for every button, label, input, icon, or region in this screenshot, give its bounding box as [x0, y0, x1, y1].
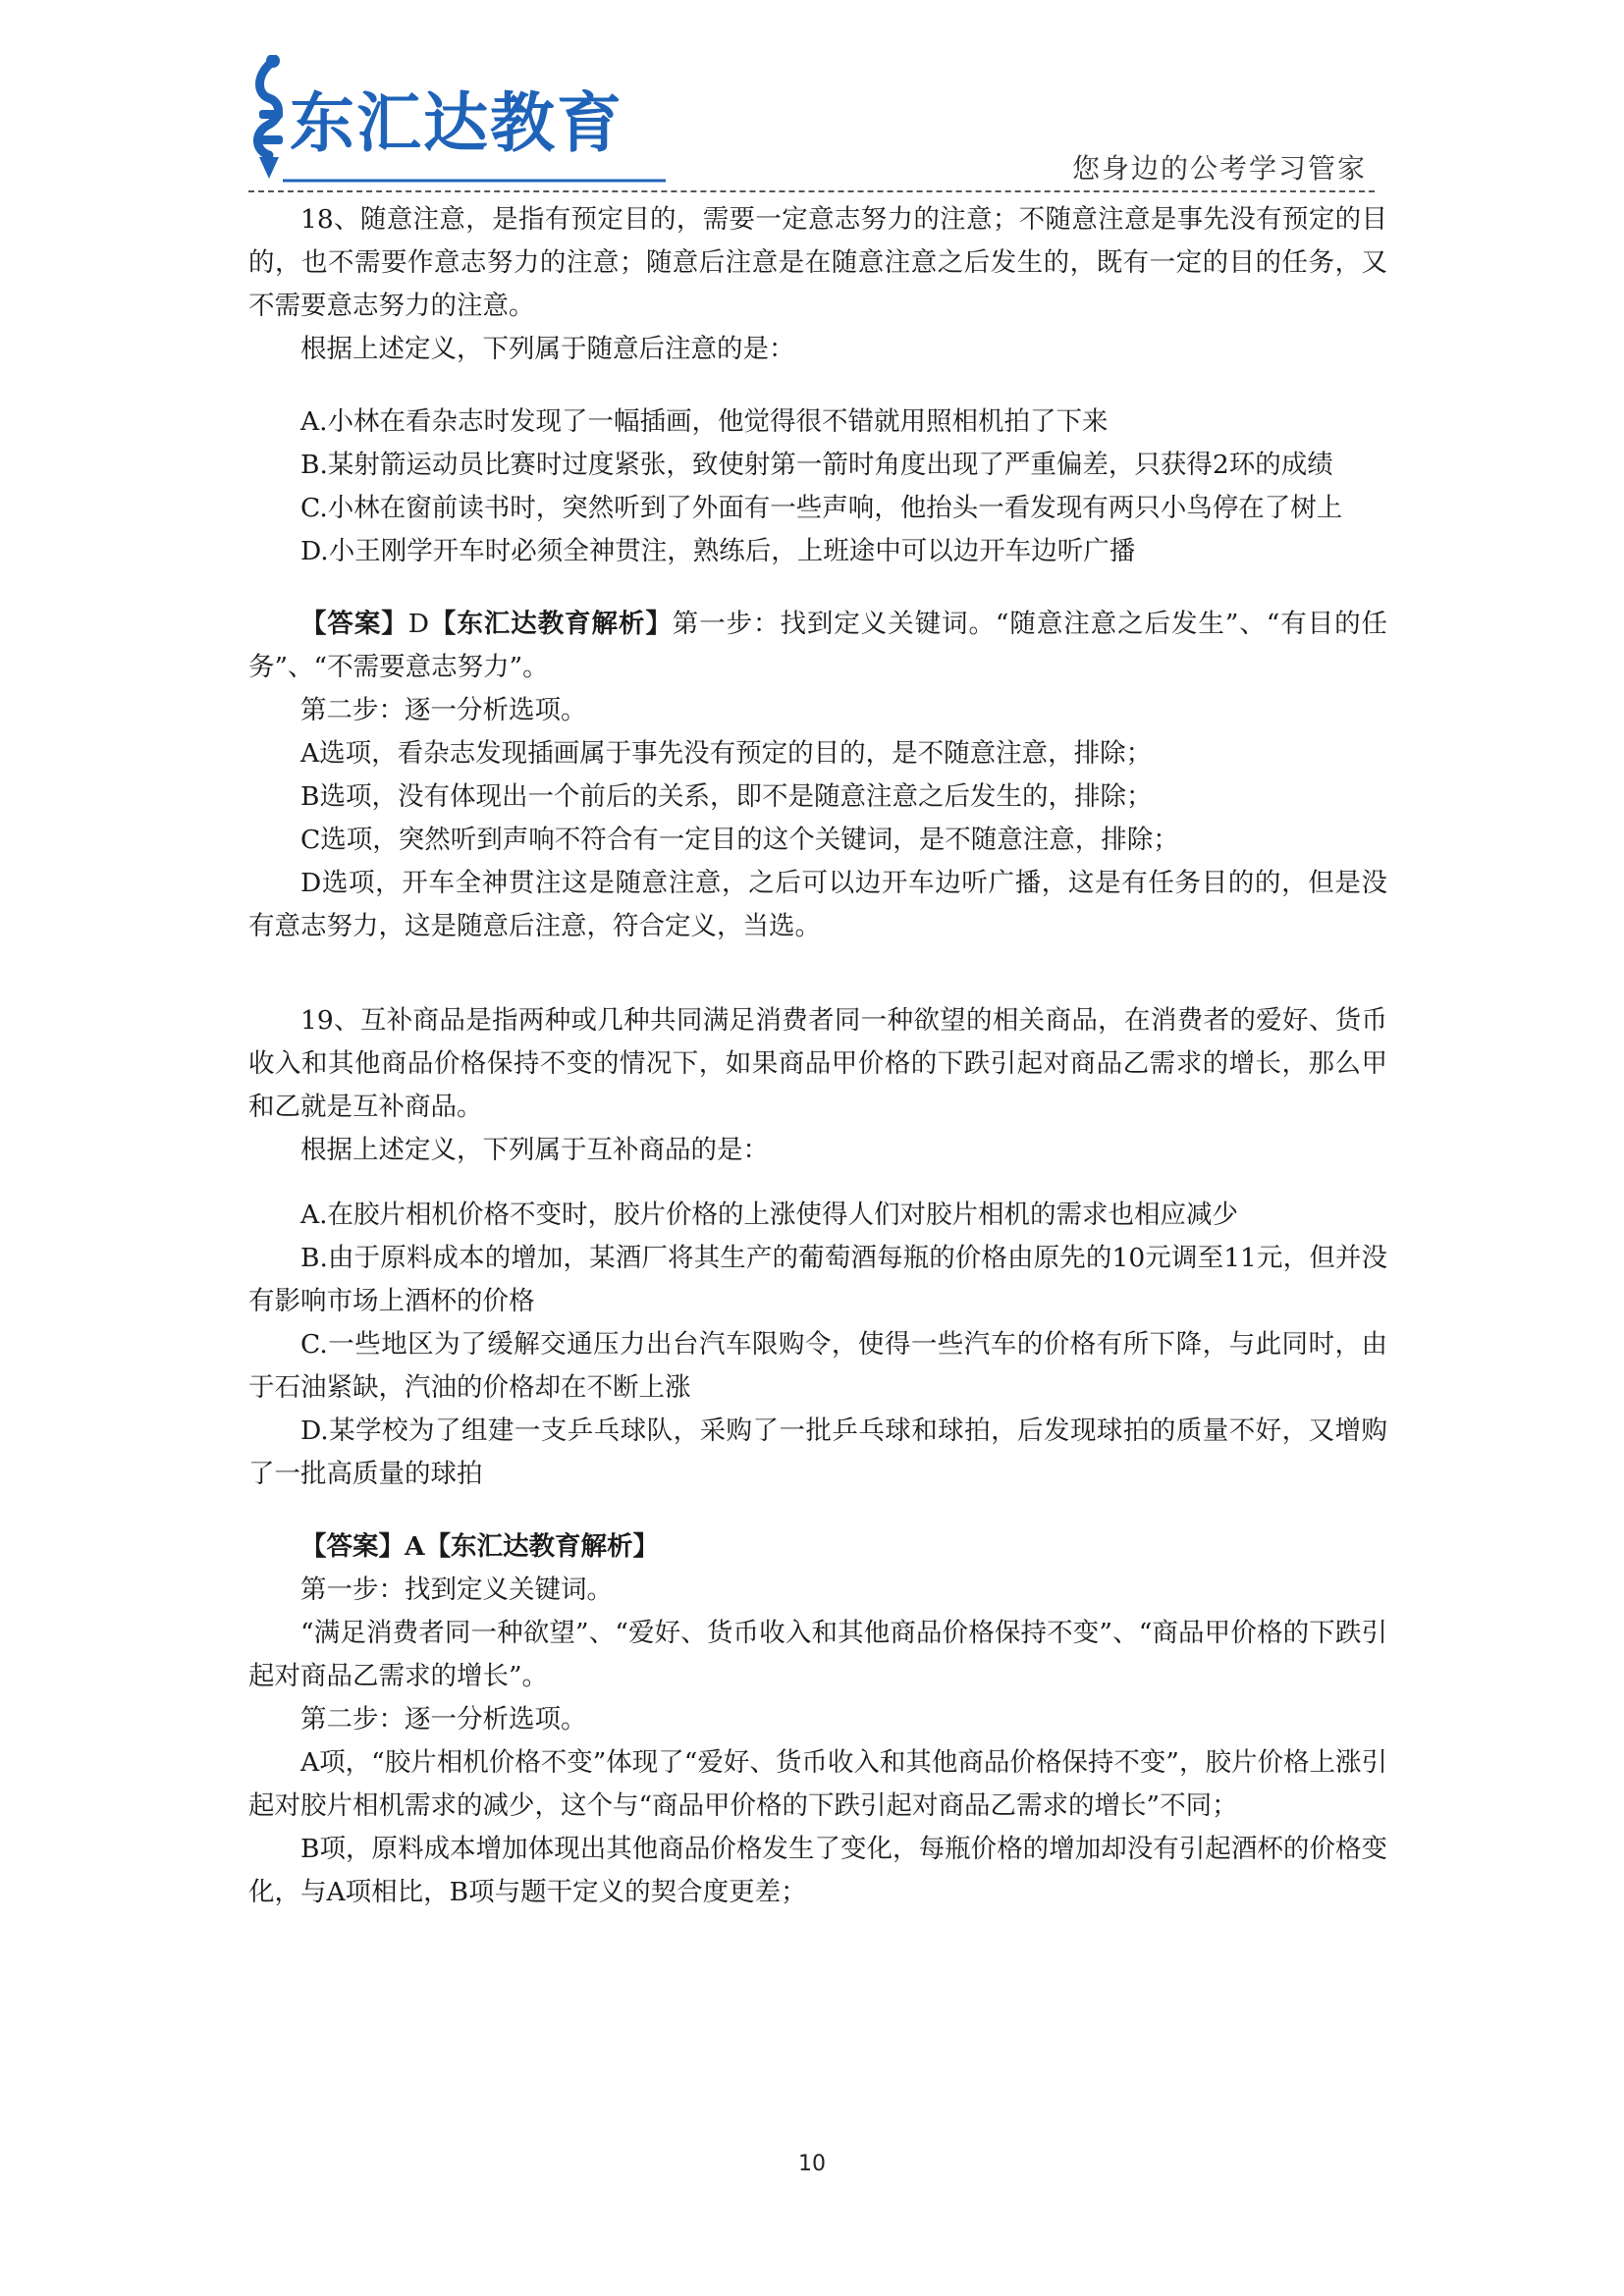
q18-stem: 18、随意注意，是指有预定目的，需要一定意志努力的注意；不随意注意是事先没有预定的目的，也不需要作意志努力的注意；随意后注意是在随意注意之后发生的，既有一定的目的任务，又不需要意志努力的注意。 [248, 204, 1387, 321]
q18-analysis-step: D选项，开车全神贯注这是随意注意，之后可以边开车边听广播，这是有任务目的的，但是没有意志努力，这是随意后注意，符合定义，当选。 [248, 868, 1387, 941]
q18-answer-block [248, 603, 1387, 689]
document-body [248, 198, 1387, 1914]
q18-analysis-step: B选项，没有体现出一个前后的关系，即不是随意注意之后发生的，排除； [300, 781, 1153, 812]
q18-analysis-step: 第二步：逐一分析选项。 [300, 695, 587, 725]
q18-option-b: B.某射箭运动员比赛时过度紧张，致使射第一箭时角度出现了严重偏差，只获得2环的成绩 [300, 450, 1333, 480]
q19-option-b: B.由于原料成本的增加，某酒厂将其生产的葡萄酒每瓶的价格由原先的10元调至11元，但并没有影响市场上酒杯的价格 [248, 1243, 1387, 1316]
q18-question: 根据上述定义，下列属于随意后注意的是： [300, 334, 795, 364]
q18-analysis-label: 【东汇达教育解析】 [428, 609, 673, 639]
q19-answer-label: 【答案】 [300, 1531, 405, 1562]
q19-option-c: C.一些地区为了缓解交通压力出台汽车限购令，使得一些汽车的价格有所下降，与此同时，由于石油紧缺，汽油的价格却在不断上涨 [248, 1329, 1387, 1403]
q19-analysis-step: 第一步：找到定义关键词。 [300, 1575, 613, 1605]
q19-analysis-label: 【东汇达教育解析】 [424, 1531, 660, 1562]
q19-answer-block [248, 1525, 1387, 1569]
q19-stem: 19、互补商品是指两种或几种共同满足消费者同一种欲望的相关商品，在消费者的爱好、货币收入和其他商品价格保持不变的情况下，如果商品甲价格的下跌引起对商品乙需求的增长，那么甲和乙就是互补商品。 [248, 1005, 1387, 1122]
q18-answer-label: 【答案】 [300, 609, 408, 639]
q18-answer-value: D [407, 609, 429, 639]
q18-analysis-first: 第一步：找到定义关键词。“随意注意之后发生”、“有目的任务”、“不需要意志努力”。 [248, 609, 1387, 682]
header-divider [248, 190, 1375, 192]
q19-analysis-step: B项，原料成本增加体现出其他商品价格发生了变化，每瓶价格的增加却没有引起酒杯的价格变化，与A项相比，B项与题干定义的契合度更差； [248, 1834, 1387, 1907]
q19-analysis-step: A项，“胶片相机价格不变”体现了“爱好、货币收入和其他商品价格保持不变”，胶片价格上涨引起对胶片相机需求的减少，这个与“商品甲价格的下跌引起对商品乙需求的增长”不同； [248, 1747, 1387, 1821]
header-slogan: 您身边的公考学习管家 [1071, 152, 1367, 185]
q18-option-c: C.小林在窗前读书时，突然听到了外面有一些声响，他抬头一看发现有两只小鸟停在了树上 [300, 493, 1343, 523]
q18-analysis-step: A选项，看杂志发现插画属于事先没有预定的目的，是不随意注意，排除； [300, 738, 1153, 769]
q18-analysis-step: C选项，突然听到声响不符合有一定目的这个关键词，是不随意注意，排除； [300, 825, 1179, 855]
q18-option-a: A.小林在看杂志时发现了一幅插画，他觉得很不错就用照相机拍了下来 [300, 406, 1109, 437]
page-number: 10 [798, 2152, 826, 2176]
q19-question: 根据上述定义，下列属于互补商品的是： [300, 1135, 769, 1165]
q19-analysis-step: “满足消费者同一种欲望”、“爱好、货币收入和其他商品价格保持不变”、“商品甲价格的下跌引起对商品乙需求的增长”。 [248, 1618, 1387, 1691]
q19-answer-value: A [405, 1531, 425, 1562]
logo-wordmark: 东汇达教育 [290, 85, 623, 161]
q19-option-a: A.在胶片相机价格不变时，胶片价格的上涨使得人们对胶片相机的需求也相应减少 [300, 1200, 1239, 1230]
q19-option-d: D.某学校为了组建一支乒乓球队，采购了一批乒乓球和球拍，后发现球拍的质量不好，又增购了一批高质量的球拍 [248, 1415, 1387, 1489]
q19-analysis-step: 第二步：逐一分析选项。 [300, 1704, 587, 1735]
q18-option-d: D.小王刚学开车时必须全神贯注，熟练后，上班途中可以边开车边听广播 [300, 536, 1136, 566]
